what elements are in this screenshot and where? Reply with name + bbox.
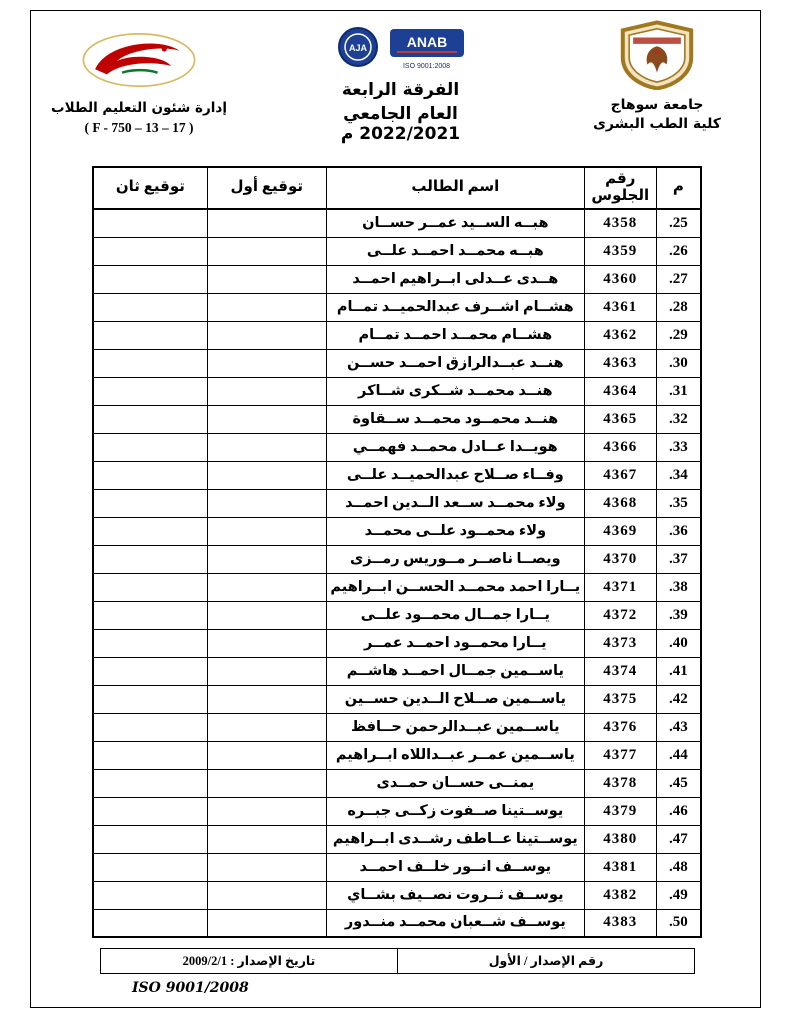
row-number: 27. bbox=[656, 265, 701, 293]
row-number: 25. bbox=[656, 209, 701, 237]
row-number: 36. bbox=[656, 517, 701, 545]
table-row bbox=[93, 629, 701, 657]
table-row bbox=[93, 769, 701, 797]
table-row bbox=[93, 909, 701, 937]
signature-1-cell bbox=[207, 489, 326, 517]
signature-2-cell bbox=[93, 825, 207, 853]
row-number: 48. bbox=[656, 853, 701, 881]
signature-2-cell bbox=[93, 293, 207, 321]
table-row bbox=[93, 461, 701, 489]
signature-1-cell bbox=[207, 209, 326, 237]
row-number: 45. bbox=[656, 769, 701, 797]
signature-1-cell bbox=[207, 433, 326, 461]
seat-number: 4383 bbox=[584, 909, 656, 937]
signature-2-cell bbox=[93, 265, 207, 293]
col-header-seat: رقم الجلوس bbox=[584, 167, 656, 209]
signature-1-cell bbox=[207, 769, 326, 797]
form-code: ( F - 750 – 13 – 17 ) bbox=[84, 120, 194, 135]
row-number: 31. bbox=[656, 377, 701, 405]
table-row bbox=[93, 881, 701, 909]
signature-1-cell bbox=[207, 349, 326, 377]
signature-1-cell bbox=[207, 657, 326, 685]
col-header-signature-1: توقيع أول bbox=[207, 167, 326, 209]
table-row bbox=[93, 797, 701, 825]
seat-number: 4361 bbox=[584, 293, 656, 321]
signature-1-cell bbox=[207, 797, 326, 825]
student-name: ويصــا ناصــر مــوريس رمــزى bbox=[326, 545, 584, 573]
signature-1-cell bbox=[207, 517, 326, 545]
signature-2-cell bbox=[93, 629, 207, 657]
seat-number: 4376 bbox=[584, 713, 656, 741]
seat-number: 4365 bbox=[584, 405, 656, 433]
student-name: هنــد محمــد شــكرى شــاكر bbox=[326, 377, 584, 405]
row-number: 32. bbox=[656, 405, 701, 433]
header-department-block bbox=[44, 30, 234, 136]
table-row bbox=[93, 433, 701, 461]
header-title-block bbox=[291, 26, 511, 144]
row-number: 38. bbox=[656, 573, 701, 601]
seat-number: 4375 bbox=[584, 685, 656, 713]
signature-2-cell bbox=[93, 769, 207, 797]
seat-number: 4378 bbox=[584, 769, 656, 797]
signature-1-cell bbox=[207, 237, 326, 265]
row-number: 37. bbox=[656, 545, 701, 573]
issue-date: تاريخ الإصدار : 2009/2/1 bbox=[101, 949, 398, 973]
table-row bbox=[93, 237, 701, 265]
table-row bbox=[93, 741, 701, 769]
signature-1-cell bbox=[207, 573, 326, 601]
issue-number: رقم الإصدار / الأول bbox=[488, 954, 604, 968]
student-name: يمنــى حســان حمــدى bbox=[326, 769, 584, 797]
signature-1-cell bbox=[207, 265, 326, 293]
table-row bbox=[93, 685, 701, 713]
signature-1-cell bbox=[207, 293, 326, 321]
student-name: يوســف ثــروت نصــيف بشــاي bbox=[326, 881, 584, 909]
student-name: ياســمين عبــدالرحمن حــافظ bbox=[326, 713, 584, 741]
seat-number: 4358 bbox=[584, 209, 656, 237]
table-row bbox=[93, 209, 701, 237]
seat-number: 4382 bbox=[584, 881, 656, 909]
table-row bbox=[93, 657, 701, 685]
col-header-signature-2: توقيع ثان bbox=[93, 167, 207, 209]
signature-2-cell bbox=[93, 209, 207, 237]
signature-2-cell bbox=[93, 713, 207, 741]
student-name: وفــاء صــلاح عبدالحميــد علــى bbox=[326, 461, 584, 489]
table-row bbox=[93, 265, 701, 293]
signature-2-cell bbox=[93, 321, 207, 349]
student-name: يوســتينا عــاطف رشــدى ابــراهيم bbox=[326, 825, 584, 853]
signature-2-cell bbox=[93, 909, 207, 937]
grade-title: الفرقة الرابعة bbox=[341, 80, 460, 100]
student-name: هنــد عبــدالرازق احمــد حســن bbox=[326, 349, 584, 377]
student-name: هشــام محمــد احمــد تمــام bbox=[326, 321, 584, 349]
aja-logo-icon bbox=[337, 26, 379, 72]
row-number: 47. bbox=[656, 825, 701, 853]
student-name: هشــام اشــرف عبدالحميــد تمــام bbox=[326, 293, 584, 321]
student-name: هبــه الســيد عمــر حســان bbox=[326, 209, 584, 237]
seat-number: 4369 bbox=[584, 517, 656, 545]
student-name: يــارا احمد محمــد الحســن ابــراهيم bbox=[326, 573, 584, 601]
seat-number: 4364 bbox=[584, 377, 656, 405]
signature-1-cell bbox=[207, 825, 326, 853]
row-number: 44. bbox=[656, 741, 701, 769]
student-name: ياســمين عمــر عبــداللاه ابــراهيم bbox=[326, 741, 584, 769]
seat-number: 4366 bbox=[584, 433, 656, 461]
signature-1-cell bbox=[207, 461, 326, 489]
signature-2-cell bbox=[93, 237, 207, 265]
table-row bbox=[93, 293, 701, 321]
signature-2-cell bbox=[93, 741, 207, 769]
signature-1-cell bbox=[207, 741, 326, 769]
signature-2-cell bbox=[93, 601, 207, 629]
table-header-row bbox=[93, 167, 701, 209]
signature-1-cell bbox=[207, 545, 326, 573]
student-name: هــدى عــدلى ابــراهيم احمــد bbox=[326, 265, 584, 293]
signature-2-cell bbox=[93, 461, 207, 489]
signature-1-cell bbox=[207, 377, 326, 405]
seat-number: 4381 bbox=[584, 853, 656, 881]
footer-issue-box bbox=[100, 948, 695, 974]
signature-1-cell bbox=[207, 881, 326, 909]
signature-2-cell bbox=[93, 573, 207, 601]
row-number: 35. bbox=[656, 489, 701, 517]
student-name: ولاء محمــود علــى محمــد bbox=[326, 517, 584, 545]
university-shield-logo-icon bbox=[616, 20, 698, 94]
row-number: 29. bbox=[656, 321, 701, 349]
svg-text:AJA: AJA bbox=[348, 43, 367, 53]
seat-number: 4374 bbox=[584, 657, 656, 685]
seat-number: 4370 bbox=[584, 545, 656, 573]
signature-2-cell bbox=[93, 685, 207, 713]
row-number: 40. bbox=[656, 629, 701, 657]
table-row bbox=[93, 377, 701, 405]
row-number: 26. bbox=[656, 237, 701, 265]
signature-1-cell bbox=[207, 685, 326, 713]
faculty-name: كلية الطب البشرى bbox=[593, 115, 721, 132]
signature-2-cell bbox=[93, 405, 207, 433]
row-number: 39. bbox=[656, 601, 701, 629]
signature-2-cell bbox=[93, 377, 207, 405]
signature-1-cell bbox=[207, 853, 326, 881]
anab-caption: ISO 9001:2008 bbox=[402, 63, 451, 70]
student-name: ياســمين صــلاح الــدين حســين bbox=[326, 685, 584, 713]
department-name: إدارة شئون التعليم الطلاب bbox=[51, 100, 227, 116]
row-number: 46. bbox=[656, 797, 701, 825]
seat-number: 4377 bbox=[584, 741, 656, 769]
table-row bbox=[93, 545, 701, 573]
student-signature-table bbox=[92, 166, 702, 938]
signature-1-cell bbox=[207, 909, 326, 937]
table-row bbox=[93, 853, 701, 881]
table-row bbox=[93, 573, 701, 601]
faculty-emblem-icon bbox=[80, 30, 198, 94]
student-name: يــارا جمــال محمــود علــى bbox=[326, 601, 584, 629]
student-name: يوســتينا صــفوت زكــى جبــره bbox=[326, 797, 584, 825]
col-header-name: اسم الطالب bbox=[326, 167, 584, 209]
signature-2-cell bbox=[93, 853, 207, 881]
student-name: يــارا محمــود احمــد عمــر bbox=[326, 629, 584, 657]
row-number: 34. bbox=[656, 461, 701, 489]
svg-text:ANAB: ANAB bbox=[406, 34, 447, 50]
signature-2-cell bbox=[93, 881, 207, 909]
seat-number: 4359 bbox=[584, 237, 656, 265]
row-number: 50. bbox=[656, 909, 701, 937]
row-number: 41. bbox=[656, 657, 701, 685]
col-header-number: م bbox=[656, 167, 701, 209]
header-university-block bbox=[567, 20, 747, 134]
signature-1-cell bbox=[207, 601, 326, 629]
signature-2-cell bbox=[93, 545, 207, 573]
signature-2-cell bbox=[93, 797, 207, 825]
table-row bbox=[93, 713, 701, 741]
seat-number: 4367 bbox=[584, 461, 656, 489]
anab-logo-icon bbox=[389, 28, 465, 70]
signature-2-cell bbox=[93, 349, 207, 377]
seat-number: 4379 bbox=[584, 797, 656, 825]
student-table-body bbox=[93, 209, 701, 937]
row-number: 30. bbox=[656, 349, 701, 377]
table-row bbox=[93, 517, 701, 545]
row-number: 42. bbox=[656, 685, 701, 713]
seat-number: 4380 bbox=[584, 825, 656, 853]
table-row bbox=[93, 489, 701, 517]
row-number: 28. bbox=[656, 293, 701, 321]
academic-year-title: العام الجامعي 2022/2021 م bbox=[340, 104, 461, 144]
signature-2-cell bbox=[93, 433, 207, 461]
student-name: ياســمين جمــال احمــد هاشــم bbox=[326, 657, 584, 685]
student-name: ولاء محمــد ســعد الــدين احمــد bbox=[326, 489, 584, 517]
row-number: 43. bbox=[656, 713, 701, 741]
page-header bbox=[44, 20, 747, 160]
seat-number: 4371 bbox=[584, 573, 656, 601]
student-name: هنــد محمــود محمــد ســقاوة bbox=[326, 405, 584, 433]
seat-number: 4360 bbox=[584, 265, 656, 293]
table-row bbox=[93, 321, 701, 349]
student-name: هويــدا عــادل محمــد فهمــي bbox=[326, 433, 584, 461]
table-row bbox=[93, 349, 701, 377]
signature-1-cell bbox=[207, 713, 326, 741]
table-row bbox=[93, 405, 701, 433]
iso-certification-note: ISO 9001/2008 bbox=[132, 980, 249, 996]
student-name: هبــه محمــد احمــد علــى bbox=[326, 237, 584, 265]
signature-2-cell bbox=[93, 657, 207, 685]
signature-1-cell bbox=[207, 405, 326, 433]
seat-number: 4362 bbox=[584, 321, 656, 349]
university-name: جامعة سوهاج bbox=[610, 97, 704, 113]
signature-1-cell bbox=[207, 629, 326, 657]
seat-number: 4363 bbox=[584, 349, 656, 377]
student-name: يوســف شــعبان محمــد منــدور bbox=[326, 909, 584, 937]
table-row bbox=[93, 825, 701, 853]
signature-2-cell bbox=[93, 489, 207, 517]
student-name: يوســف انــور خلــف احمــد bbox=[326, 853, 584, 881]
seat-number: 4372 bbox=[584, 601, 656, 629]
signature-1-cell bbox=[207, 321, 326, 349]
accreditation-logos bbox=[337, 26, 465, 72]
seat-number: 4373 bbox=[584, 629, 656, 657]
seat-number: 4368 bbox=[584, 489, 656, 517]
signature-2-cell bbox=[93, 517, 207, 545]
row-number: 33. bbox=[656, 433, 701, 461]
row-number: 49. bbox=[656, 881, 701, 909]
table-row bbox=[93, 601, 701, 629]
